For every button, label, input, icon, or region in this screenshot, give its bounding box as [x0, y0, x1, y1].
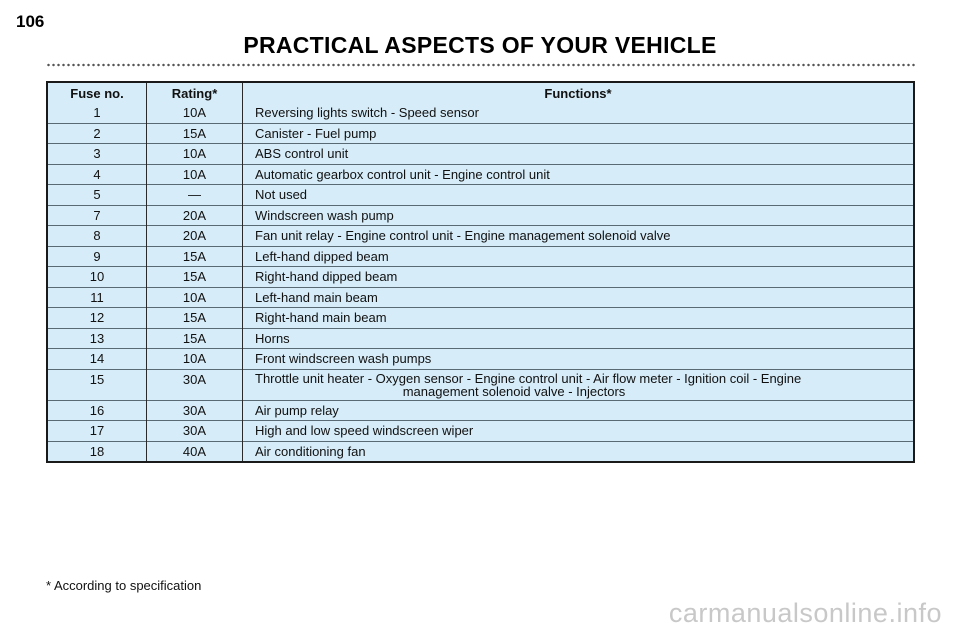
- fuse-rating-cell: 20A: [147, 205, 243, 226]
- table-row: [47, 123, 914, 144]
- fuse-number-cell: 9: [47, 246, 147, 267]
- function-text: Canister - Fuel pump: [255, 125, 377, 141]
- table-row: [47, 205, 914, 226]
- fuse-number-cell: 1: [47, 103, 147, 123]
- function-text: Left-hand main beam: [255, 289, 378, 305]
- fuse-number-cell: 4: [47, 164, 147, 185]
- function-text: Right-hand dipped beam: [255, 269, 398, 285]
- fuse-rating-cell: 20A: [147, 226, 243, 247]
- function-text: Air conditioning fan: [255, 443, 366, 459]
- header-functions: Functions*: [544, 85, 612, 101]
- fuse-number-cell: 13: [47, 328, 147, 349]
- function-text: Windscreen wash pump: [255, 207, 394, 223]
- fuse-number-cell: 10: [47, 267, 147, 288]
- watermark: carmanualsonline.info: [668, 598, 942, 628]
- function-text: Reversing lights switch - Speed sensor: [255, 105, 479, 121]
- table-row: [47, 144, 914, 165]
- table-row: [47, 308, 914, 329]
- fuse-number-cell: 18: [47, 441, 147, 462]
- table-header-row: [47, 82, 914, 103]
- fuse-rating-cell: 30A: [147, 421, 243, 442]
- fuse-rating-cell: 15A: [147, 123, 243, 144]
- function-text: High and low speed windscreen wiper: [255, 423, 474, 439]
- function-text: Right-hand main beam: [255, 310, 387, 326]
- fuse-rating-cell: 15A: [147, 267, 243, 288]
- fuse-rating-cell: 10A: [147, 164, 243, 185]
- fuse-function-cell: [243, 267, 915, 288]
- table-row: [47, 349, 914, 370]
- table-row: [47, 103, 914, 123]
- fuse-function-cell: [243, 349, 915, 370]
- fuse-table: [46, 81, 915, 463]
- fuse-number-cell: 8: [47, 226, 147, 247]
- fuse-function-cell: [243, 164, 915, 185]
- fuse-function-cell: [243, 205, 915, 226]
- page-title: PRACTICAL ASPECTS OF YOUR VEHICLE: [243, 32, 717, 58]
- fuse-function-cell: [243, 441, 915, 462]
- fuse-number-cell: 11: [47, 287, 147, 308]
- fuse-function-cell: [243, 103, 915, 123]
- fuse-function-cell: [243, 287, 915, 308]
- fuse-function-cell: [243, 328, 915, 349]
- footnote: * According to specification: [46, 578, 202, 593]
- fuse-function-cell: [243, 246, 915, 267]
- fuse-number-cell: 14: [47, 349, 147, 370]
- fuse-rating-cell: 10A: [147, 103, 243, 123]
- page-number: 106: [16, 12, 45, 31]
- fuse-number-cell: 16: [47, 400, 147, 421]
- function-text-continued: management solenoid valve - Injectors: [402, 383, 626, 399]
- table-row: [47, 185, 914, 206]
- table-row: [47, 441, 914, 462]
- table-row: [47, 164, 914, 185]
- function-text: Automatic gearbox control unit - Engine control unit: [255, 166, 550, 182]
- fuse-rating-cell: 15A: [147, 308, 243, 329]
- fuse-number-cell: 3: [47, 144, 147, 165]
- fuse-function-cell: [243, 123, 915, 144]
- fuse-number-cell: 12: [47, 308, 147, 329]
- table-row: [47, 287, 914, 308]
- fuse-rating-cell: 15A: [147, 328, 243, 349]
- fuse-number-cell: 15: [47, 369, 147, 400]
- function-text: Front windscreen wash pumps: [255, 351, 432, 367]
- fuse-function-cell: [243, 308, 915, 329]
- fuse-rating-cell: 10A: [147, 287, 243, 308]
- fuse-number-cell: 7: [47, 205, 147, 226]
- fuse-rating-cell: 30A: [147, 400, 243, 421]
- fuse-function-cell: [243, 185, 915, 206]
- fuse-rating-cell: 10A: [147, 144, 243, 165]
- fuse-rating-cell: 40A: [147, 441, 243, 462]
- function-text: Horns: [255, 330, 290, 346]
- table-row: [47, 246, 914, 267]
- table-row: [47, 400, 914, 421]
- function-text: Throttle unit heater - Oxygen sensor - Engine control unit - Air flow meter - Ignition coil - Engine: [255, 370, 802, 386]
- fuse-rating-cell: 15A: [147, 246, 243, 267]
- table-row: [47, 421, 914, 442]
- fuse-function-cell: [243, 226, 915, 247]
- fuse-rating-cell: 30A: [147, 369, 243, 400]
- table-row: [47, 267, 914, 288]
- table-row: [47, 369, 914, 400]
- fuse-number-cell: 2: [47, 123, 147, 144]
- table-row: [47, 226, 914, 247]
- fuse-function-cell: [243, 369, 915, 400]
- fuse-function-cell: [243, 144, 915, 165]
- header-fuse-no: Fuse no.: [47, 82, 147, 103]
- fuse-rating-cell: 10A: [147, 349, 243, 370]
- table-row: [47, 328, 914, 349]
- fuse-function-cell: [243, 421, 915, 442]
- function-text: Fan unit relay - Engine control unit - Engine management solenoid valve: [255, 228, 671, 244]
- function-text: Left-hand dipped beam: [255, 248, 389, 264]
- fuse-function-cell: [243, 400, 915, 421]
- dotted-divider: [46, 63, 916, 67]
- fuse-table-body: [47, 103, 914, 462]
- function-text: ABS control unit: [255, 146, 349, 162]
- function-text: Air pump relay: [255, 402, 339, 418]
- fuse-number-cell: 17: [47, 421, 147, 442]
- fuse-rating-cell: —: [147, 185, 243, 206]
- function-text: Not used: [255, 187, 308, 203]
- header-rating: Rating*: [147, 82, 243, 103]
- fuse-number-cell: 5: [47, 185, 147, 206]
